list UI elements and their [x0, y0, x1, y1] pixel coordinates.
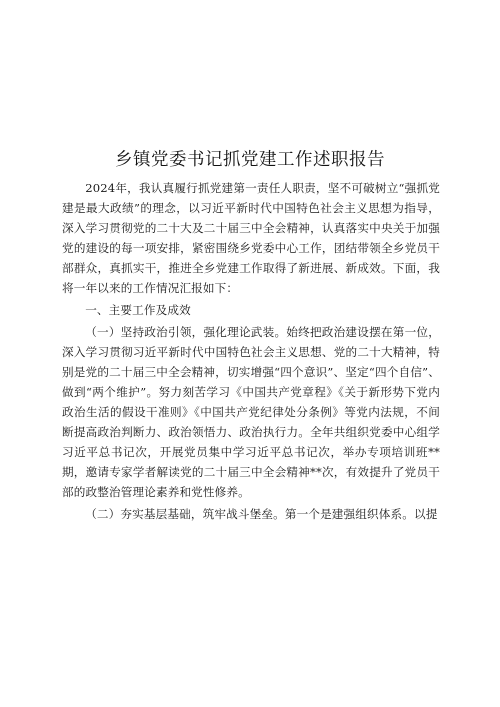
- subsection-paragraph-1: （一）坚持政治引领，强化理论武装。始终把政治建设摆在第一位，深入学习贯彻习近平新时代中国特色社会主义思想、党的二十大精神，特别是党的二十届三中全会精神，切实增强“四个意识”、坚定“四个自信”、做到“两个维护”。努力刻苦学习《中国共产党章程》《关于新形势下党内政治生活的假设干准则》《中国共产党纪律处分条例》等党内法规，不间断提高政治判断力、政治领悟力、政治执行力。全年共组织党委中心组学习近平总书记次，开展党员集中学习近平总书记次，举办专项培训班**期，邀请专家学者解读党的二十届三中全会精神**次，有效提升了党员干部的政整治管理论素养和党性修养。: [62, 325, 440, 499]
- intro-paragraph: 2024年，我认真履行抓党建第一责任人职责，坚不可破树立“强抓党建是最大政绩”的理念，以习近平新时代中国特色社会主义思想为指导，深入学习贯彻党的二十大及二十届三中全会精神，认真落实中央关于加强党的建设的每一项安排，紧密围绕乡党委中心工作，团结带领全乡党员干部群众，真抓实干，推进全乡党建工作取得了新进展、新成效。下面，我将一年以来的工作情况汇报如下：: [62, 181, 440, 295]
- subsection-paragraph-2: （二）夯实基层基础，筑牢战斗堡垒。第一个是建强组织体系。以提: [85, 507, 438, 521]
- document-body: [62, 178, 440, 526]
- page-title: 乡镇党委书记抓党建工作述职报告: [115, 150, 385, 170]
- section-heading: 一、主要工作及成效: [85, 303, 191, 317]
